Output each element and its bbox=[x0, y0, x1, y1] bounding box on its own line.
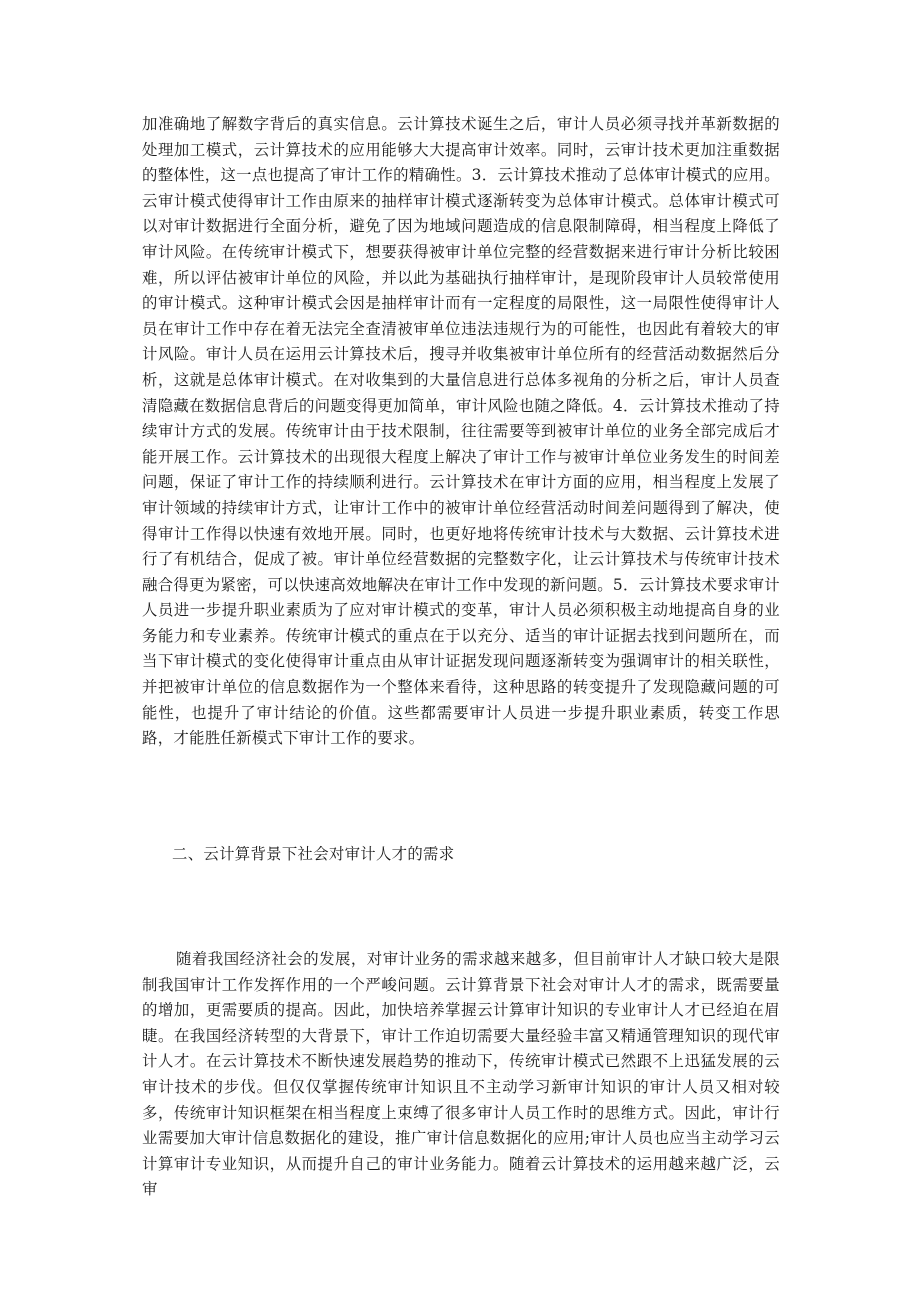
body-paragraph: 随着我国经济社会的发展，对审计业务的需求越来越多，但目前审计人才缺口较大是限制我国审计工作发挥作用的一个严峻问题。云计算背景下社会对审计人才的需求，既需要量的增加，更需要质的提高。因此，加快培养掌握云计算审计知识的专业审计人才已经迫在眉睫。在我国经济转型的大背景下，审计工作迫切需要大量经验丰富又精通管理知识的现代审计人才。在云计算技术不断快速发展趋势的推动下，传统审计模式已然跟不上迅猛发展的云审计技术的步伐。但仅仅掌握传统审计知识且不主动学习新审计知识的审计人员又相对较多，传统审计知识框架在相当程度上束缚了很多审计人员工作时的思维方式。因此，审计行业需要加大审计信息数据化的建设，推广审计信息数据化的应用;审计人员也应当主动学习云计算审计专业知识，从而提升自己的审计业务能力。随着云计算技术的运用越来越广泛，云审 bbox=[142, 950, 780, 1199]
body-paragraph: 加准确地了解数字背后的真实信息。云计算技术诞生之后，审计人员必须寻找并革新数据的处理加工模式，云计算技术的应用能够大大提高审计效率。同时，云审计技术更加注重数据的整体性，这一点也提高了审计工作的精确性。3．云计算技术推动了总体审计模式的应用。云审计模式使得审计工作由原来的抽样审计模式逐渐转变为总体审计模式。总体审计模式可以对审计数据进行全面分析，避免了因为地域问题造成的信息限制障碍，相当程度上降低了审计风险。在传统审计模式下，想要获得被审计单位完整的经营数据来进行审计分析比较困难，所以评估被审计单位的风险，并以此为基础执行抽样审计，是现阶段审计人员较常使用的审计模式。这种审计模式会因是抽样审计而有一定程度的局限性，这一局限性使得审计人员在审计工作中存在着无法完全查清被审单位违法违规行为的可能性，也因此有着较大的审计风险。审计人员在运用云计算技术后，搜寻并收集被审计单位所有的经营活动数据然后分析，这就是总体审计模式。在对收集到的大量信息进行总体多视角的分析之后，审计人员查清隐藏在数据信息背后的问题变得更加简单，审计风险也随之降低。4．云计算技术推动了持续审计方式的发展。传统审计由于技术限制，往往需要等到被审计单位的业务全部完成后才能开展工作。云计算技术的出现很大程度上解决了审计工作与被审计单位业务发生的时间差问题，保证了审计工作的持续顺利进行。云计算技术在审计方面的应用，相当程度上发展了审计领域的持续审计方式，让审计工作中的被审计单位经营活动时间差问题得到了解决，使得审计工作得以快速有效地开展。同时，也更好地将传统审计技术与大数据、云计算技术进行了有机结合，促成了被。审计单位经营数据的完整数字化，让云计算技术与传统审计技术融合得更为紧密，可以快速高效地解决在审计工作中发现的新问题。5．云计算技术要求审计人员进一步提升职业素质为了应对审计模式的变革，审计人员必须积极主动地提高自身的业务能力和专业素养。传统审计模式的重点在于以充分、适当的审计证据去找到问题所在，而当下审计模式的变化使得审计重点由从审计证据发现问题逐渐转变为强调审计的相关联性，并把被审计单位的信息数据作为一个整体来看待，这种思路的转变提升了发现隐藏问题的可能性，也提升了审计结论的价值。这些都需要审计人员进一步提升职业素质，转变工作思路，才能胜任新模式下审计工作的要求。 bbox=[142, 115, 780, 748]
section-heading: 二、云计算背景下社会对审计人才的需求 bbox=[172, 845, 455, 863]
